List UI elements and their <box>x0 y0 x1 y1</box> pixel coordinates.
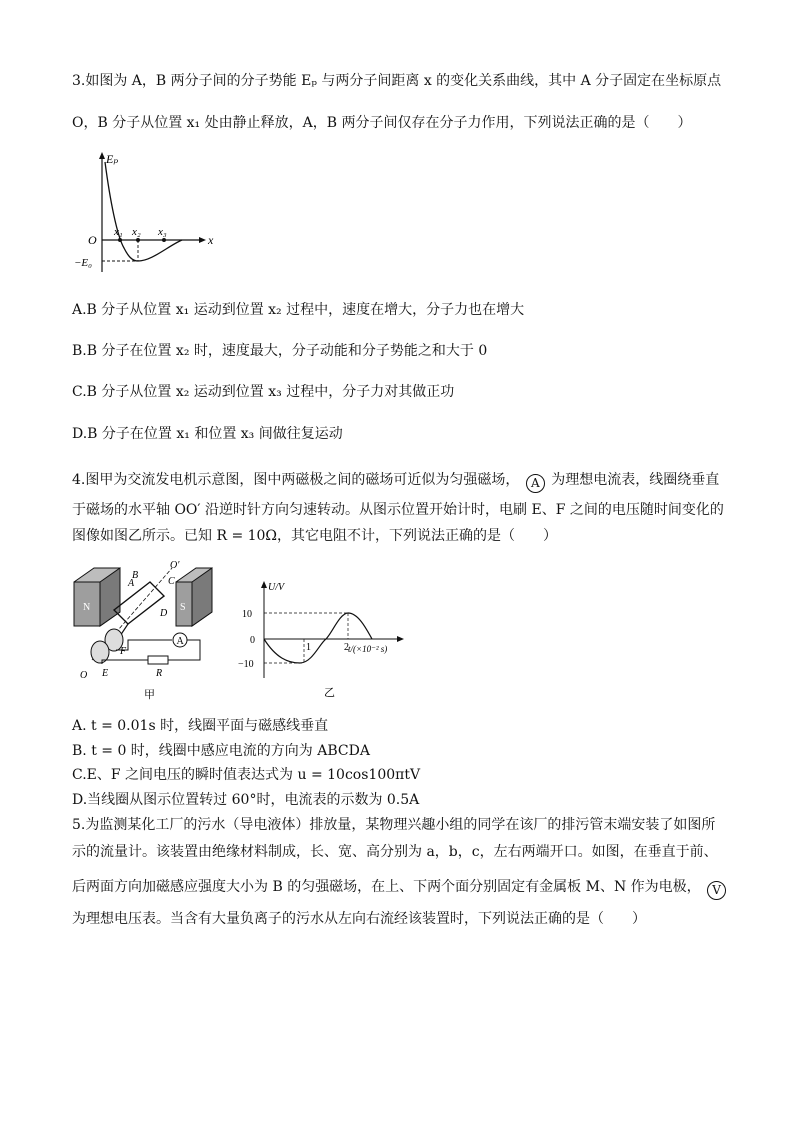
tick-2: 2 <box>344 642 349 653</box>
y-axis-label: U/V <box>268 582 285 593</box>
point-x3 <box>162 238 166 242</box>
ep-curve <box>105 162 182 261</box>
voltmeter-symbol-icon: V <box>707 881 726 900</box>
x1-label: x₁ <box>114 226 123 238</box>
q3-option-b: B.B 分子在位置 x₂ 时，速度最大，分子动能和分子势能之和大于 0 <box>72 343 488 359</box>
q4-option-c: C.E、F 之间电压的瞬时值表达式为 u = 10cos100πtV <box>72 767 421 783</box>
pole-s-label: S <box>180 602 186 613</box>
q4-option-a: A. t = 0.01s 时，线圈平面与磁感线垂直 <box>72 718 329 734</box>
label-o: O <box>80 670 88 681</box>
label-r: R <box>156 668 163 679</box>
x-axis-label: x <box>208 233 214 247</box>
label-o-prime: O′ <box>170 560 180 571</box>
q4-stem-line1-part1: 4.图甲为交流发电机示意图，图中两磁极之间的磁场可近似为匀强磁场， <box>72 472 520 488</box>
tick-neg10: −10 <box>238 659 254 670</box>
q4-option-d: D.当线圈从图示位置转过 60°时，电流表的示数为 0.5A <box>72 792 420 808</box>
x-axis-label: t/(×10⁻² s) <box>348 644 388 654</box>
tick-0: 0 <box>250 635 255 646</box>
q3-option-c: C.B 分子从位置 x₂ 运动到位置 x₃ 过程中，分子力对其做正功 <box>72 384 455 400</box>
ammeter-symbol-icon: A <box>526 474 545 493</box>
tick-10: 10 <box>242 609 252 620</box>
q3-option-d: D.B 分子在位置 x₁ 和位置 x₃ 间做往复运动 <box>72 426 343 442</box>
tick-1: 1 <box>306 642 311 653</box>
figure-yi-caption: 乙 <box>324 687 335 699</box>
q3-stem-line2: O，B 分子从位置 x₁ 处由静止释放，A，B 两分子间仅存在分子力作用，下列说法正确的是（ ） <box>72 115 692 131</box>
resistor-r <box>148 656 168 664</box>
figure-jia-caption: 甲 <box>144 689 155 701</box>
neg-e0-label: −E₀ <box>74 257 92 269</box>
q3-stem-line1: 3.如图为 A，B 两分子间的分子势能 Eₚ 与两分子间距离 x 的变化关系曲线，其中 A 分子固定在坐标原点 <box>72 73 722 89</box>
point-x2 <box>136 238 140 242</box>
coil-abcd <box>114 582 164 624</box>
pole-n-label: N <box>83 602 91 613</box>
q4-stem-line1 <box>72 470 719 493</box>
q4-generator-figure <box>72 560 222 710</box>
label-d: D <box>160 608 168 619</box>
label-c: C <box>168 576 175 587</box>
q5-stem-line2: 示的流量计。该装置由绝缘材料制成，长、宽、高分别为 a，b，c，左右两端开口。如图，在垂直于前、 <box>72 844 718 860</box>
q4-voltage-time-graph <box>228 578 408 708</box>
q5-stem-line1: 5.为监测某化工厂的污水（导电液体）排放量，某物理兴趣小组的同学在该厂的排污管末端安装了如图所 <box>72 817 716 833</box>
point-x1 <box>118 238 122 242</box>
q4-stem-line1-part2: 为理想电流表，线圈绕垂直 <box>551 472 720 488</box>
voltage-curve <box>264 613 372 663</box>
x3-label: x₃ <box>158 226 167 238</box>
ep-axis-label: Eₚ <box>106 152 119 166</box>
label-a: A <box>128 578 135 589</box>
label-f: F <box>120 646 127 657</box>
q3-potential-energy-graph <box>72 150 212 278</box>
q5-stem-line4: 为理想电压表。当含有大量负离子的污水从左向右流经该装置时，下列说法正确的是（ ） <box>72 911 646 927</box>
q3-option-a: A.B 分子从位置 x₁ 运动到位置 x₂ 过程中，速度在增大，分子力也在增大 <box>72 302 525 318</box>
q4-option-b: B. t = 0 时，线圈中感应电流的方向为 ABCDA <box>72 743 370 759</box>
label-b: B <box>132 570 139 581</box>
q5-stem-line3-text: 后两面方向加磁感应强度大小为 B 的匀强磁场，在上、下两个面分别固定有金属板 M、N 作为电极， <box>72 879 701 895</box>
q4-stem-line3: 图像如图乙所示。已知 R = 10Ω，其它电阻不计，下列说法正确的是（ ） <box>72 528 558 544</box>
x2-label: x₂ <box>132 226 141 238</box>
q5-stem-line3 <box>72 877 726 900</box>
origin-label: O <box>88 233 97 247</box>
q4-stem-line2: 于磁场的水平轴 OO′ 沿逆时针方向匀速转动。从图示位置开始计时，电刷 E、F 之间的电压随时间变化的 <box>72 502 724 518</box>
ammeter-label: A <box>176 636 184 647</box>
label-e: E <box>102 668 109 679</box>
